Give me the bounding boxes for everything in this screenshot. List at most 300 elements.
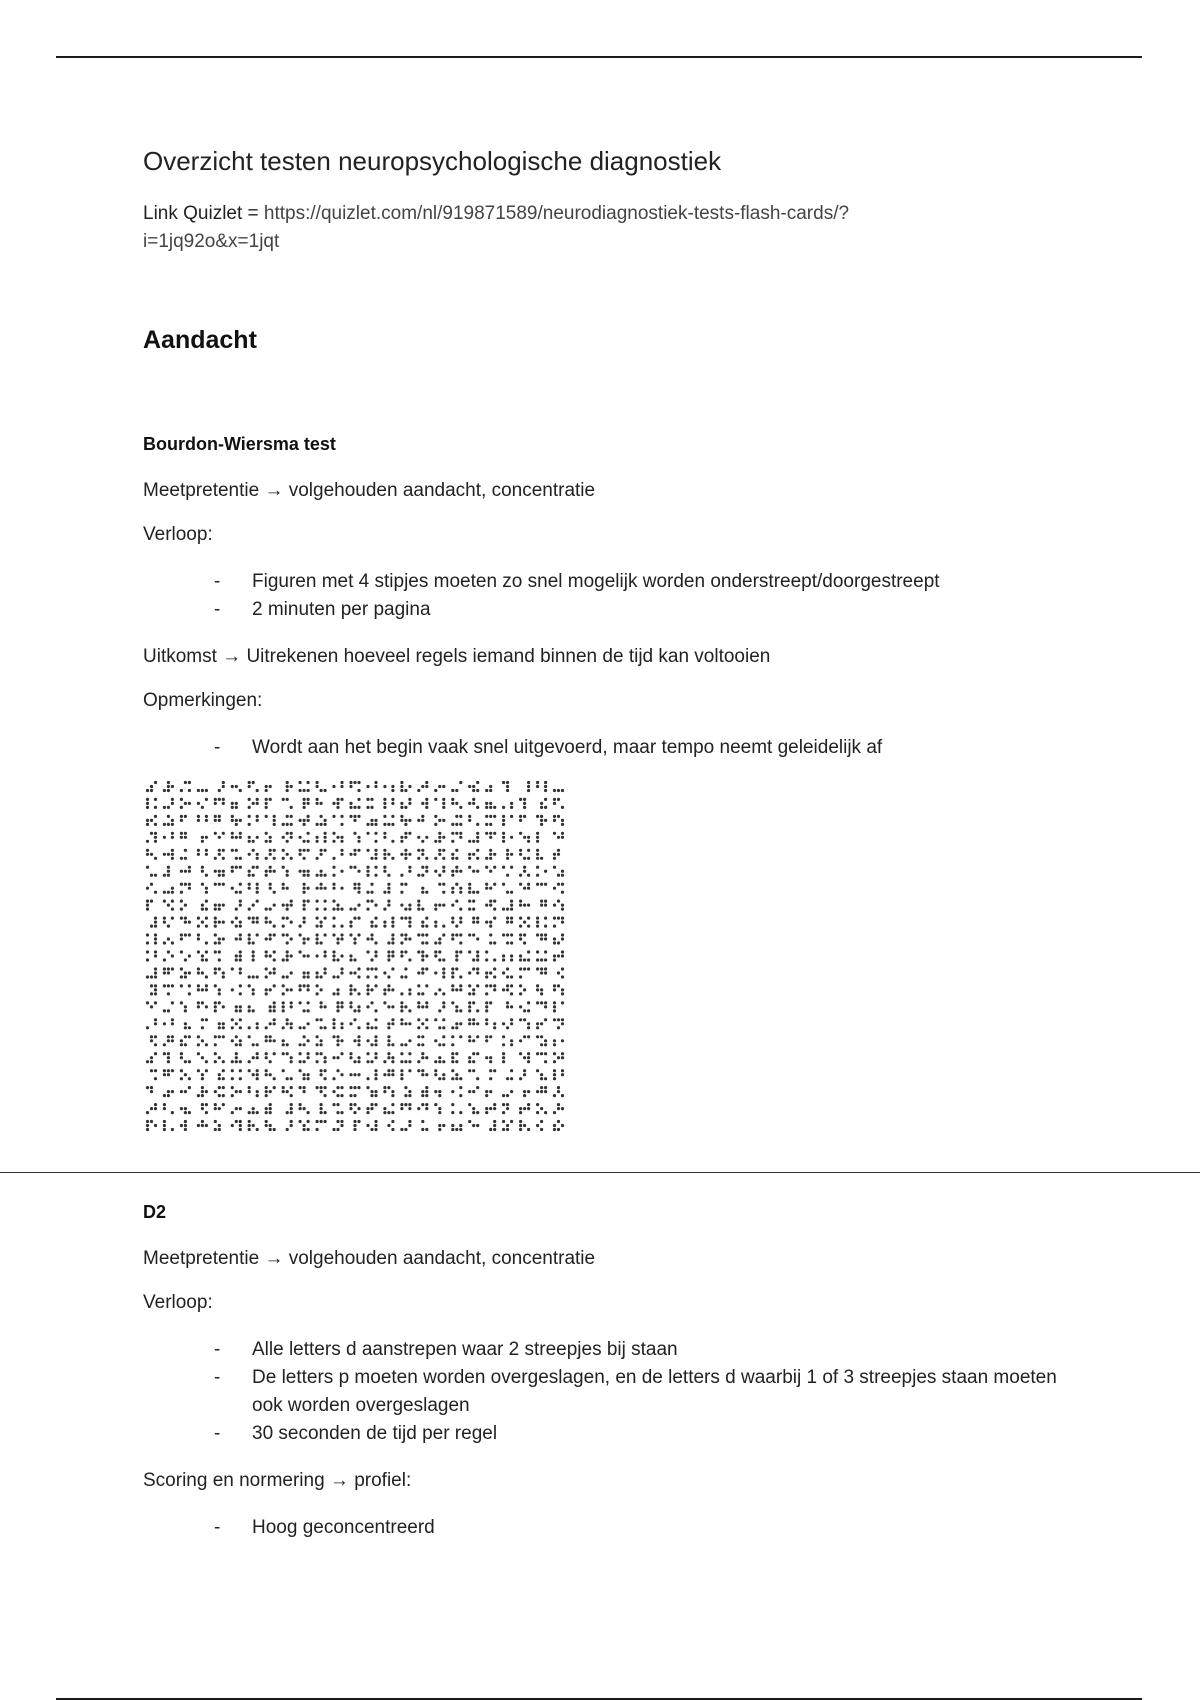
- dot-figure: [451, 967, 462, 978]
- dot-figure: [282, 933, 293, 944]
- dot-figure: [332, 933, 343, 944]
- dot-figure: [214, 933, 225, 944]
- dot-figure: [519, 933, 526, 944]
- dot-figure: [468, 1052, 479, 1063]
- dot-figure: [146, 832, 157, 843]
- header-rule: [56, 56, 1142, 58]
- dot-figure: [366, 1120, 377, 1131]
- dot-figure: [370, 917, 377, 928]
- dot-figure: [163, 1052, 170, 1063]
- dot-figure: [485, 883, 496, 890]
- dot-figure: [485, 967, 496, 978]
- link-url-line2: i=1jq92o&x=1jqt: [143, 231, 280, 252]
- dot-figure: [163, 1090, 174, 1097]
- dot-figure: [400, 815, 411, 826]
- dot-figure: [421, 917, 428, 928]
- dot-figure: [197, 1035, 208, 1046]
- dot-figure: [286, 781, 293, 792]
- dot-figure: [231, 883, 242, 894]
- dot-figure: [197, 917, 208, 928]
- dot-figure: [366, 950, 377, 961]
- dot-figure: [506, 849, 513, 860]
- dot-figure: [316, 984, 323, 995]
- dot-figure: [400, 1120, 411, 1131]
- dot-figure: [332, 988, 339, 995]
- dot-figure: [248, 1035, 259, 1046]
- dot-figure: [163, 781, 174, 792]
- dot-figure: [536, 1103, 547, 1114]
- dot-figure: [163, 798, 174, 809]
- dot-figure: [417, 836, 428, 843]
- dot-figure: [265, 950, 276, 961]
- dot-figure: [197, 950, 208, 961]
- dot-figure: [218, 781, 225, 792]
- dot-figure: [146, 950, 157, 961]
- dot-figure: [553, 866, 564, 877]
- dot-figure: [336, 1001, 343, 1012]
- dot-figure: [502, 1052, 505, 1063]
- dot-figure: [163, 1103, 174, 1114]
- dot-figure: [434, 988, 445, 995]
- dot-figure: [536, 917, 547, 928]
- dot-figure: [214, 1086, 225, 1097]
- dot-figure: [299, 950, 310, 957]
- dot-figure: [502, 1103, 509, 1114]
- dot-figure: [536, 950, 547, 961]
- dot-figure: [502, 900, 513, 911]
- dot-figure: [197, 1052, 208, 1063]
- dot-figure: [421, 1086, 428, 1097]
- dot-figure: [320, 1069, 327, 1080]
- dot-figure: [218, 1069, 225, 1080]
- list-item: - 30 seconden de tijd per regel: [214, 1420, 1074, 1448]
- dot-figure: [299, 1052, 310, 1063]
- dot-figure: [451, 933, 462, 944]
- dot-figure: [468, 967, 479, 974]
- dot-figure: [197, 798, 208, 809]
- dot-figure: [468, 798, 479, 809]
- dot-figure: [468, 1035, 479, 1042]
- dot-figure: [502, 984, 513, 995]
- dot-figure: [299, 917, 306, 928]
- dot-figure: [451, 1052, 458, 1063]
- dot-figure: [201, 900, 208, 911]
- dot-figure: [468, 900, 475, 911]
- dot-figure: [201, 836, 208, 843]
- dot-figure: [282, 1001, 293, 1012]
- dot-figure: [248, 1052, 259, 1063]
- dot-figure: [248, 1120, 259, 1131]
- dot-figure: [366, 866, 377, 877]
- dot-figure: [553, 933, 564, 944]
- dot-figure: [332, 798, 343, 809]
- dot-figure: [468, 950, 479, 961]
- dot-figure: [265, 933, 276, 940]
- dot-figure: [489, 1069, 496, 1080]
- dot-figure: [316, 1035, 323, 1046]
- dot-figure: [485, 900, 496, 911]
- dot-figure: [383, 1069, 394, 1076]
- list-item: - 2 minuten per pagina: [214, 596, 1074, 624]
- dot-figure: [303, 883, 310, 894]
- dot-figure: [180, 900, 187, 911]
- dot-figure: [366, 832, 377, 843]
- dot-figure: [536, 984, 543, 995]
- dot-figure: [265, 904, 276, 911]
- dot-figure: [265, 967, 276, 978]
- dot-figure: [434, 904, 445, 911]
- dot-figure: [235, 950, 242, 961]
- dot-figure: [146, 1103, 157, 1114]
- dot-figure: [485, 815, 496, 826]
- dot-figure: [451, 984, 462, 991]
- dot-figure: [269, 1001, 276, 1012]
- dot-figure: [502, 1035, 513, 1046]
- dot-figure: [383, 832, 394, 843]
- dot-figure: [303, 900, 310, 911]
- page-break-rule: [0, 1172, 1200, 1173]
- dot-figure: [146, 1018, 157, 1029]
- dot-figure: [332, 849, 343, 860]
- dot-figure: [197, 933, 208, 944]
- dot-figure: [468, 933, 479, 940]
- list-item: - Hoog geconcentreerd: [214, 1514, 1074, 1542]
- dot-figure: [265, 1086, 276, 1097]
- dot-figure: [553, 1086, 564, 1097]
- dot-figure: [417, 1052, 428, 1063]
- dot-figure: [299, 1035, 310, 1046]
- dot-figure: [434, 785, 445, 792]
- dot-figure: [282, 866, 289, 877]
- dot-figure: [316, 781, 327, 792]
- dot-figure: [299, 832, 310, 843]
- dot-figure: [485, 866, 496, 873]
- dot-figure: [197, 1069, 208, 1080]
- dot-figure: [282, 832, 293, 843]
- dot-figure: [265, 917, 276, 928]
- dot-figure: [282, 984, 293, 995]
- dot-figure: [332, 1018, 343, 1029]
- dot-figure: [519, 1103, 530, 1114]
- dot-figure: [485, 802, 496, 809]
- dot-figure: [349, 1018, 360, 1029]
- dot-figure: [400, 917, 411, 928]
- dot-figure: [282, 798, 293, 809]
- dot-figure: [383, 1052, 394, 1063]
- dot-figure: [316, 1086, 327, 1097]
- dot-figure: [485, 1090, 492, 1097]
- dot-figure: [316, 917, 327, 928]
- dot-figure: [146, 781, 157, 792]
- dot-figure: [434, 798, 445, 809]
- dot-figure: [214, 798, 225, 805]
- dot-figure: [519, 984, 526, 995]
- dot-figure: [316, 883, 327, 890]
- dot-figure: [248, 933, 259, 944]
- dot-figure: [434, 1090, 441, 1097]
- dot-figure: [536, 781, 547, 792]
- dot-figure: [519, 900, 530, 907]
- list-item: - De letters p moeten worden overgeslagen, en de letters d waarbij 1 of 3 streepjes staan moeten ook worden overgeslagen: [214, 1364, 1074, 1420]
- dot-figure: [502, 1090, 513, 1097]
- dot-figure: [383, 866, 390, 877]
- dot-figure: [349, 798, 360, 809]
- dot-figure: [553, 950, 564, 961]
- dot-figure: [248, 1086, 259, 1097]
- dot-figure: [536, 1035, 547, 1046]
- dot-figure: [417, 1069, 428, 1076]
- bourdon-opmerkingen-label: Opmerkingen:: [143, 690, 263, 711]
- dot-figure: [502, 781, 509, 792]
- dot-figure: [197, 967, 208, 978]
- dot-figure: [316, 849, 327, 860]
- dot-figure: [485, 1035, 492, 1042]
- dot-figure: [332, 967, 343, 978]
- dot-figure: [366, 798, 373, 809]
- dot-figure: [451, 849, 458, 860]
- d2-verloop-label: Verloop:: [143, 1292, 213, 1313]
- dot-figure: [320, 1001, 327, 1008]
- dot-figure: [553, 984, 564, 995]
- dot-figure: [519, 917, 530, 928]
- dot-figure: [536, 1086, 547, 1093]
- dot-figure: [468, 815, 479, 826]
- dot-figure: [400, 866, 411, 877]
- dot-figure: [349, 1103, 360, 1114]
- dot-figure: [553, 1103, 564, 1114]
- dot-figure: [536, 1001, 547, 1008]
- dot-figure: [387, 950, 394, 961]
- dot-figure: [146, 815, 157, 826]
- dot-figure: [265, 798, 272, 809]
- dot-figure: [349, 933, 360, 944]
- dot-figure: [150, 1069, 157, 1080]
- dot-figure: [180, 832, 187, 839]
- dot-figure: [201, 1103, 208, 1114]
- dot-figure: [163, 967, 174, 974]
- dot-figure: [400, 832, 411, 843]
- dot-figure: [146, 1120, 157, 1131]
- dot-figure: [383, 967, 394, 978]
- dot-figure: [332, 781, 343, 788]
- dot-figure: [146, 933, 157, 944]
- dot-figure: [349, 866, 360, 873]
- dot-figure: [434, 1103, 441, 1114]
- dot-figure: [349, 1086, 360, 1097]
- dot-figure: [197, 849, 208, 856]
- bourdon-verloop-list: [214, 568, 1074, 624]
- dot-figure: [400, 883, 407, 894]
- dot-figure: [489, 1120, 496, 1131]
- dot-figure: [332, 1052, 343, 1059]
- dot-figure: [163, 937, 174, 944]
- dot-figure: [282, 815, 293, 826]
- bourdon-uitkomst: Uitkomst → Uitrekenen hoeveel regels iemand binnen de tijd kan voltooien: [143, 646, 771, 667]
- dot-figure: [265, 849, 276, 860]
- dot-figure: [184, 1022, 191, 1029]
- dot-figure: [248, 866, 259, 877]
- dot-figure: [349, 954, 356, 961]
- dot-figure: [214, 1001, 225, 1012]
- dot-figure: [387, 1120, 394, 1131]
- dot-figure: [383, 984, 394, 995]
- dot-figure: [451, 1124, 462, 1131]
- dot-figure: [303, 971, 310, 978]
- dot-figure: [231, 1086, 242, 1097]
- dot-figure: [417, 984, 428, 995]
- bourdon-meetpretentie: Meetpretentie → volgehouden aandacht, concentratie: [143, 480, 596, 501]
- dot-figure: [180, 967, 191, 978]
- dot-figure: [265, 785, 272, 792]
- dot-figure: [485, 1001, 492, 1012]
- dot-figure: [387, 1035, 394, 1046]
- dot-figure: [235, 933, 242, 940]
- dot-figure: [248, 815, 259, 826]
- dot-figure: [383, 917, 394, 928]
- dot-figure: [349, 1001, 360, 1012]
- dot-figure: [502, 883, 513, 894]
- dot-figure: [383, 798, 394, 809]
- dot-figure: [417, 1103, 428, 1110]
- dot-figure: [265, 1035, 276, 1042]
- dot-figure: [180, 950, 191, 961]
- dot-figure: [282, 950, 293, 961]
- dot-figure: [451, 1069, 462, 1080]
- dot-figure: [265, 832, 272, 843]
- dot-figure: [214, 815, 221, 822]
- dot-figure: [231, 866, 242, 873]
- dot-figure: [536, 933, 547, 940]
- dot-figure: [400, 967, 407, 978]
- dot-figure: [553, 798, 564, 809]
- dot-figure: [349, 984, 360, 995]
- dot-figure: [214, 984, 221, 995]
- dot-figure: [434, 1069, 445, 1080]
- dot-figure: [231, 1035, 242, 1046]
- dot-figure: [502, 866, 513, 877]
- dot-figure: [536, 849, 543, 860]
- dot-figure: [451, 781, 462, 792]
- dot-figure: [332, 815, 343, 826]
- dot-figure: [201, 883, 208, 894]
- dot-figure: [472, 917, 479, 924]
- dot-figure: [231, 849, 242, 860]
- dot-figure: [489, 933, 496, 944]
- dot-figure: [265, 1069, 276, 1080]
- dot-figure: [421, 798, 428, 809]
- dot-figure: [451, 1086, 462, 1097]
- dot-figure: [231, 967, 242, 974]
- dot-figure: [485, 785, 492, 792]
- dot-figure: [332, 1035, 343, 1046]
- dot-figure: [349, 904, 360, 911]
- dot-figure: [248, 1069, 259, 1080]
- dot-figure: [214, 883, 225, 886]
- link-url-line1: https://quizlet.com/nl/919871589/neurodiagnostiek-tests-flash-cards/?: [263, 203, 850, 224]
- dot-figure: [553, 883, 564, 894]
- dot-figure: [332, 950, 343, 961]
- dot-figure: [468, 1120, 479, 1127]
- dot-figure: [536, 967, 547, 974]
- dot-figure: [400, 1052, 411, 1063]
- dot-figure: [519, 1001, 530, 1012]
- dot-figure: [421, 1120, 428, 1131]
- dot-figure: [332, 883, 343, 890]
- dot-figure: [146, 900, 153, 911]
- dot-figure: [540, 900, 547, 907]
- dot-figure: [299, 1120, 310, 1131]
- dot-figure: [316, 832, 327, 843]
- dot-figure: [146, 849, 157, 860]
- dot-figure: [180, 1107, 191, 1114]
- list-item: - Wordt aan het begin vaak snel uitgevoerd, maar tempo neemt geleidelijk af: [214, 734, 1074, 762]
- dot-figure: [316, 1052, 327, 1063]
- dot-figure: [146, 883, 157, 894]
- dot-figure: [553, 815, 564, 826]
- dot-figure: [519, 815, 526, 822]
- dot-figure: [235, 900, 242, 911]
- dot-figure: [214, 904, 225, 911]
- dot-figure: [163, 1018, 174, 1025]
- dot-figure: [519, 1035, 530, 1042]
- dot-figure: [536, 1069, 547, 1080]
- dot-figure: [383, 1103, 394, 1114]
- dot-figure: [519, 1069, 526, 1080]
- dot-figure: [366, 781, 377, 788]
- dot-figure: [180, 1001, 187, 1012]
- dot-figure: [180, 984, 191, 995]
- dot-figure: [248, 883, 259, 894]
- d2-scoring-label: Scoring en normering → profiel:: [143, 1470, 412, 1491]
- dot-figure: [404, 1086, 411, 1097]
- dot-figure: [438, 883, 445, 894]
- dot-figure: [316, 900, 327, 911]
- dot-figure: [349, 849, 360, 856]
- dot-figure: [417, 1018, 428, 1029]
- d2-verloop-list: [214, 1336, 1074, 1448]
- dot-figure: [434, 950, 445, 961]
- dot-figure: [366, 883, 373, 894]
- dot-figure: [400, 950, 411, 961]
- dot-figure: [316, 967, 327, 978]
- dot-figure: [265, 1103, 272, 1114]
- dot-figure: [299, 1022, 310, 1029]
- dot-figure: [349, 781, 360, 792]
- dot-figure: [451, 883, 462, 894]
- dot-figure: [214, 917, 225, 928]
- dot-figure: [180, 917, 191, 924]
- dot-figure: [468, 1001, 479, 1012]
- dot-figure: [434, 866, 445, 877]
- dot-figure: [332, 1120, 343, 1131]
- dot-figure: [214, 832, 225, 839]
- dot-figure: [519, 1120, 530, 1131]
- dot-figure: [197, 789, 208, 792]
- dot-figure: [349, 967, 360, 978]
- dot-figure: [282, 849, 293, 860]
- dot-figure: [180, 1086, 191, 1093]
- dot-figure: [434, 1018, 445, 1029]
- dot-figure: [150, 984, 157, 995]
- dot-figure: [248, 849, 259, 860]
- dot-figure: [353, 1035, 360, 1046]
- dot-figure: [502, 954, 513, 961]
- dot-figure: [299, 933, 310, 944]
- dot-figure: [248, 798, 259, 809]
- dot-figure: [231, 802, 238, 809]
- dot-figure: [214, 1052, 225, 1063]
- dot-figure: [468, 832, 479, 843]
